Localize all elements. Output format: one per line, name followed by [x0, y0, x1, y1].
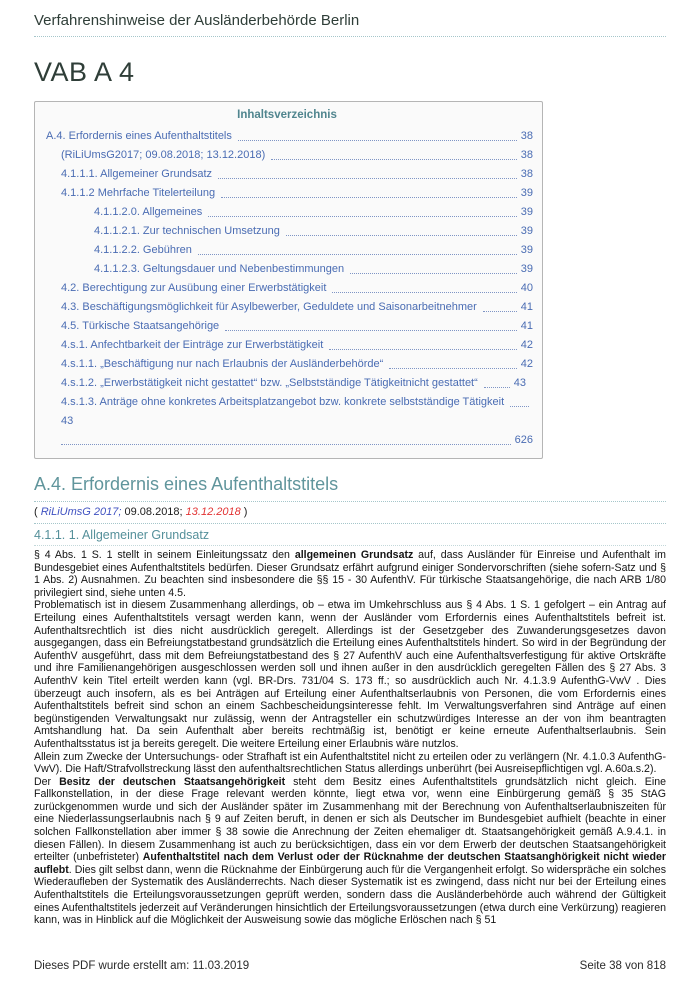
toc-page-number: 40	[520, 282, 533, 294]
toc-entry-label[interactable]: 4.s.1.2. „Erwerbstätigkeit nicht gestattet“ bzw. „Selbstständige Tätigkeitnicht gestattet“	[61, 377, 478, 389]
document-title: VAB A 4	[34, 57, 135, 87]
footer-page-number: Seite 38 von 818	[579, 960, 666, 972]
document-header: Verfahrenshinweise der Ausländerbehörde Berlin	[34, 12, 666, 37]
text-run: Problematisch ist in diesem Zusammenhang allerdings, ob – etwa im Umkehrschluss aus § 4 Abs. 1 S. 1 gefolgert – ein Antrag auf Erteilung eines Aufenthaltstitels versagt werden kann, wenn der Ausländer vom Erfordernis eines Aufenthaltstitels befreit ist. Aufenthaltsrechtlich ist dies nicht ausdrücklich geregelt. Allerdings ist der Gesetzgeber des Zuwanderungsgesetzes davon ausgegangen, dass ein Befreiungstatbestand grundsätzlich die Erteilung eines Aufenthaltstitels hindert. So wird in der Begründung der AufenthV ausgeführt, dass mit dem Befreiungstatbestand des § 27 AufenthV auch eine Aufenthaltsverfestigung für aktive Ortskräfte und ihre Familienangehörigen ausgeschlossen werden soll und ihnen außer in den ausdrücklich geregelten Fällen des § 27 Abs. 3 AufenthV kein Titel erteilt werden kann (vgl. BR-Drs. 731/04 S. 173 ff.; so ausdrücklich auch Nr. 4.1.3.9 AufenthG-VwV . Dies überzeugt auch insofern, als es bei Anträgen auf Erteilung einer Aufenthaltserlaubnis von Personen, die vom Erfordernis eines Aufenthaltstitels befreit sind schon an einem Sachbescheidungsinteresse fehlt. Im Verwaltungsverfahren sind Anträge auf einen begünstigenden Verwaltungsakt nur zulässig, wenn der Antragsteller ein schutzwürdiges Interesse an der von ihm beantragten Amtshandlung hat. Da sein Aufenthalt aber bereits rechtmäßig ist, benötigt er keine erneute Aufenthaltserlaubnis. Sein Aufenthaltsstatus ist ja bereits geregelt. Die weitere Erteilung einer Erlaubnis wäre nutzlos.	[34, 599, 666, 750]
toc-entry-label[interactable]: 4.1.1.2 Mehrfache Titelerteilung	[61, 187, 216, 199]
toc-entry-label[interactable]: 4.1.1.2.1. Zur technischen Umsetzung	[94, 225, 280, 237]
text-run: Allein zum Zwecke der Untersuchungs- oder Strafhaft ist ein Aufenthaltstitel nicht zu erteilen oder zu verlängern (Nr. 4.1.0.3 AufenthG-VwV). Die Haft/Strafvollstreckung lässt den aufenthaltsrechtlichen Status allerdings unberührt (bei Ausreisepflichtigen vgl. A.60a.s.2).	[34, 750, 666, 776]
toc-dot-leader	[208, 216, 517, 217]
toc-dot-leader	[484, 387, 510, 388]
toc-page-number: 42	[520, 339, 533, 351]
text-run: steht dem Besitz eines Aufenthaltstitels grundsätzlich nicht gleich. Eine Fallkonstellation, in der diese Frage relevant werden könnte, liegt etwa vor, wenn eine Einbürgerung gemäß § 35 StAG zurückgenommen wurde und sich der Ausländer später im Zusammenhang mit der Berechnung von Aufenthaltserlaubniszeiten für eine Niederlassungserlaubnis nach § 9 auf Zeiten beruft, in denen er sich als Deutscher im Bundesgebiet aufhielt (beachte in einer solchen Fallkonstellation aber immer § 38 sowie die Anrechnung der Zeiten ehemaliger dt. Staatsangehörigkeit gemäß A.9.4.1. in diesen Fällen). In diesem Zusammenhang ist auch zu berücksichtigen, dass ein vor dem Erwerb der deutschen Staatsangehörigkeit erteilter (unbefristeter)	[34, 775, 666, 864]
toc-dot-leader	[61, 444, 511, 445]
toc-entry-label[interactable]: 4.s.1.1. „Beschäftigung nur nach Erlaubnis der Ausländerbehörde“	[61, 358, 384, 370]
text-run-bold: Aufenthaltstitel nach dem Verlust oder der Rücknahme der deutschen Staatsanghörigkeit nicht wieder auflebt	[34, 851, 667, 876]
text-run: Der	[34, 775, 60, 788]
toc-entry-label[interactable]: (RiLiUmsG2017; 09.08.2018; 13.12.2018)	[61, 149, 266, 161]
toc-dot-leader	[510, 406, 529, 407]
reference-date-red[interactable]: 13.12.2018	[185, 506, 241, 518]
toc-dot-leader	[271, 159, 517, 160]
text-run-bold: Besitz der deutschen Staatsangehörigkeit	[59, 775, 286, 788]
toc-dot-leader	[238, 140, 517, 141]
toc-page-number: 43	[61, 415, 74, 427]
toc-dot-leader	[286, 235, 517, 236]
toc-page-number: 39	[520, 206, 533, 218]
toc-page-number: 38	[520, 130, 533, 142]
toc-entry-continuation[interactable]	[41, 412, 533, 431]
toc-page-number: 38	[520, 149, 533, 161]
toc-entry-label[interactable]: 4.3. Beschäftigungsmöglichkeit für Asylbewerber, Geduldete und Saisonarbeitnehmer	[61, 301, 477, 313]
toc-entry-label[interactable]: 4.1.1.1. Allgemeiner Grundsatz	[61, 168, 213, 180]
toc-entry[interactable]	[41, 127, 533, 146]
toc-dot-leader	[221, 197, 517, 198]
table-of-contents	[34, 101, 543, 459]
toc-entry[interactable]	[41, 222, 533, 241]
toc-entry[interactable]	[41, 355, 533, 374]
body-paragraph	[34, 776, 666, 927]
toc-dot-leader	[198, 254, 517, 255]
text-run: . Dies gilt selbst dann, wenn die Rücknahme der Einbürgerung auch für die Vergangenheit erfolgt. So widerspräche ein solches Wiederaufleben der Systematik des Ausländerrechts. Nach dieser Systematik ist es zwingend, dass nicht nur bei der Erteilung eines Aufenthaltstitels die Erteilungsvoraussetzungen geprüft werden, sondern dass die Ausländerbehörde auch während der Gültigkeit eines Aufenthaltstitels jederzeit auf Veränderungen hinsichtlich der Erteilungsvoraussetzungen (etwa durch eine Verkürzung) reagieren kann, was in Hinblick auf die Möglichkeit der Ausweisung sowie das mögliche Erlöschen nach § 51	[34, 863, 666, 927]
toc-entry[interactable]	[41, 336, 533, 355]
toc-dot-leader	[225, 330, 517, 331]
toc-entry[interactable]	[41, 203, 533, 222]
paren-open: (	[34, 506, 41, 518]
footer-created-date: Dieses PDF wurde erstellt am: 11.03.2019	[34, 960, 250, 972]
toc-page-number: 41	[520, 320, 533, 332]
toc-page-number: 39	[520, 263, 533, 275]
toc-entry[interactable]	[41, 298, 533, 317]
toc-entry-label[interactable]: A.4. Erfordernis eines Aufenthaltstitels	[46, 130, 232, 142]
toc-dot-leader	[329, 349, 516, 350]
section-heading: A.4. Erfordernis eines Aufenthaltstitels	[34, 474, 666, 502]
body-paragraph	[34, 599, 666, 750]
toc-entry[interactable]	[41, 317, 533, 336]
body-paragraph	[34, 751, 666, 776]
page-footer	[34, 960, 666, 972]
toc-entry-label[interactable]: 4.2. Berechtigung zur Ausübung einer Erwerbstätigkeit	[61, 282, 327, 294]
toc-page-number: 38	[520, 168, 533, 180]
reference-line	[34, 502, 666, 524]
text-run-bold: allgemeinen Grundsatz	[294, 549, 414, 561]
toc-title: Inhaltsverzeichnis	[237, 109, 337, 121]
reference-link[interactable]: RiLiUmsG 2017;	[40, 506, 122, 518]
subsection-heading: 4.1.1. 1. Allgemeiner Grundsatz	[34, 528, 666, 546]
toc-page-number: 41	[520, 301, 533, 313]
toc-entry-label[interactable]: 4.s.1. Anfechtbarkeit der Einträge zur Erwerbstätigkeit	[61, 339, 324, 351]
toc-entry-label[interactable]: 4.1.1.2.3. Geltungsdauer und Nebenbestimmungen	[94, 263, 345, 275]
toc-dot-leader	[218, 178, 517, 179]
toc-page-number: 39	[520, 225, 533, 237]
toc-dot-leader	[483, 311, 517, 312]
body-paragraph	[34, 549, 666, 599]
toc-dot-leader	[332, 292, 516, 293]
toc-entry[interactable]	[41, 241, 533, 260]
reference-dates: 09.08.2018;	[121, 506, 186, 518]
toc-page-number: 626	[514, 434, 533, 446]
toc-entry-label[interactable]: 4.s.1.3. Anträge ohne konkretes Arbeitsplatzangebot bzw. konkrete selbstständige Tätigkeit	[61, 396, 505, 408]
toc-entry[interactable]	[41, 165, 533, 184]
text-run: § 4 Abs. 1 S. 1 stellt in seinem Einleitungssatz den	[34, 549, 295, 561]
toc-dot-leader	[389, 368, 516, 369]
body-text	[34, 549, 666, 927]
toc-page-number: 43	[513, 377, 527, 389]
toc-entry-label[interactable]: 4.5. Türkische Staatsangehörige	[61, 320, 220, 332]
toc-entry[interactable]	[41, 260, 533, 279]
toc-entry[interactable]	[41, 279, 533, 298]
toc-entry[interactable]	[41, 146, 533, 165]
toc-entry-label[interactable]: 4.1.1.2.0. Allgemeines	[94, 206, 203, 218]
toc-entry[interactable]	[41, 431, 533, 450]
toc-entry[interactable]	[41, 374, 533, 393]
text-run: auf, dass Ausländer für Einreise und Aufenthalt im Bundesgebiet eines Aufenthaltstitels bedürfen. Dieser Grundsatz erfährt aufgrund einiger Sondervorschriften (siehe sofern-Satz und § 1 Abs. 2) Ausnahmen. Zu beachten sind insbesondere die §§ 15 - 30 AufenthV. Für türkische Staatsangehörige, die nach ARB 1/80 privilegiert sind, siehe unten 4.5.	[34, 549, 666, 599]
toc-page-number: 39	[520, 187, 533, 199]
paren-close: )	[240, 506, 248, 518]
toc-page-number: 39	[520, 244, 533, 256]
toc-page-number: 42	[520, 358, 533, 370]
toc-entry[interactable]	[41, 184, 533, 203]
toc-entry-label[interactable]: 4.1.1.2.2. Gebühren	[94, 244, 192, 256]
toc-entry[interactable]	[41, 393, 533, 412]
toc-dot-leader	[350, 273, 517, 274]
